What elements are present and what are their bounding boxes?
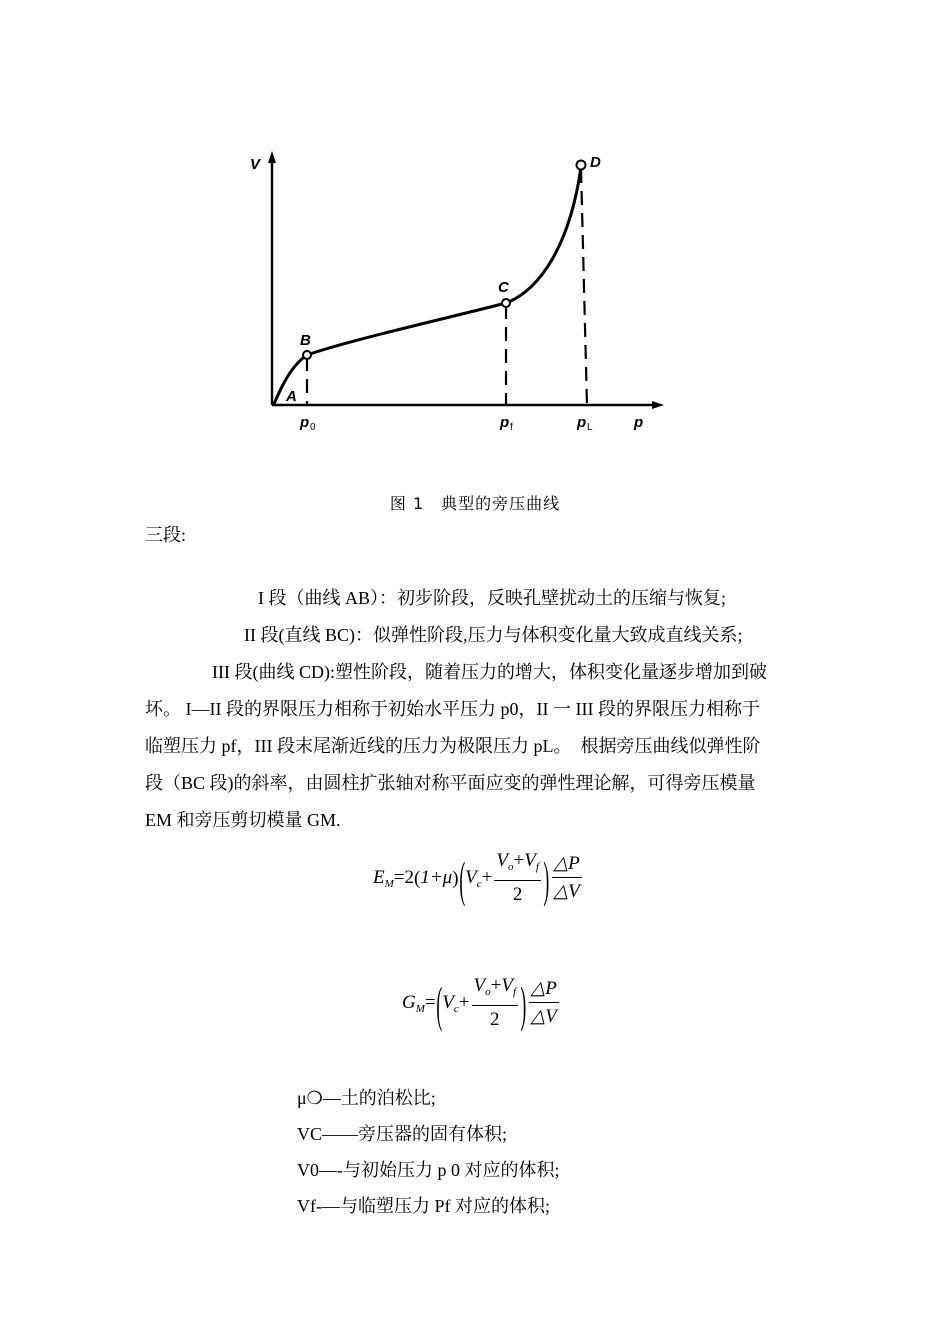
gm-dv: △V	[530, 1006, 557, 1027]
x-axis-label: p	[634, 414, 644, 431]
point-c-marker	[502, 299, 510, 307]
point-d-label: D	[590, 154, 601, 171]
em-vc-sub: c	[476, 877, 482, 890]
dash-pL	[581, 169, 587, 405]
paragraph-line: 坏。 I—II 段的界限压力相称于初始水平压力 p0，II 一 III 段的界限压力相称于	[145, 699, 760, 719]
gm-vc-sub: c	[453, 1002, 459, 1015]
gm-eq: =	[424, 991, 436, 1013]
em-den: 2	[512, 884, 523, 905]
tick-pf-sub: f	[510, 422, 513, 433]
em-num-vo: V	[496, 850, 508, 871]
tick-p0-sub: 0	[310, 422, 316, 433]
definition-item: Vf-—与临塑压力 Pf 对应的体积;	[297, 1196, 550, 1216]
gm-dp-dv	[529, 978, 559, 1029]
paragraph-line: EM 和旁压剪切模量 GM.	[145, 810, 341, 830]
y-axis-label: V	[250, 156, 261, 173]
point-c-label: C	[498, 279, 509, 296]
em-vc: V	[465, 866, 477, 888]
em-big-close: )	[543, 850, 550, 907]
paragraph-line: 临塑压力 pf，III 段末尾渐近线的压力为极限压力 pL。 根据旁压曲线似弹性阶	[145, 736, 761, 756]
point-b-label: B	[300, 332, 311, 349]
figure-caption: 图 1 典型的旁压曲线	[389, 494, 561, 513]
em-one-plus-mu: 1+μ	[420, 866, 453, 888]
point-d-marker	[577, 161, 586, 170]
y-axis-arrow	[268, 151, 276, 163]
em-eq: =2	[393, 866, 414, 888]
pressuremeter-curve-figure	[240, 145, 680, 445]
em-plus: +	[481, 866, 493, 888]
formula-em	[373, 850, 584, 907]
tick-p0: p	[300, 414, 310, 431]
em-num-plus: +	[513, 850, 525, 871]
gm-dp: △P	[529, 978, 559, 1003]
gm-big-close: )	[520, 975, 527, 1032]
pressuremeter-curve	[274, 167, 581, 404]
em-open-paren: (	[414, 867, 421, 889]
paragraph-line: III 段(曲线 CD):塑性阶段，随着压力的增大，体积变化量逐步增加到破	[212, 662, 767, 682]
gm-num-plus: +	[490, 975, 502, 996]
gm-fraction	[472, 975, 519, 1032]
gm-num-vo: V	[473, 975, 486, 996]
definition-item: V0—-与初始压力 p 0 对应的体积;	[297, 1160, 560, 1180]
paragraph-line: 段（BC 段)的斜率，由圆柱扩张轴对称平面应变的弹性理论解，可得旁压模量	[145, 773, 756, 793]
em-dp: △P	[552, 853, 582, 878]
gm-plus: +	[458, 991, 470, 1013]
em-lhs-sub: M	[384, 877, 394, 890]
point-a-label: A	[286, 388, 297, 405]
x-axis-arrow	[652, 401, 664, 409]
em-big-open: (	[458, 850, 465, 907]
tick-pf: p	[500, 414, 510, 431]
tick-pL-sub: L	[587, 422, 593, 433]
definition-item: μ❍—土的泊松比;	[297, 1088, 436, 1108]
definition-item: VC——旁压器的固有体积;	[297, 1124, 508, 1144]
stage-1-text: I 段（曲线 AB）：初步阶段，反映孔壁扰动土的压缩与恢复;	[258, 588, 726, 608]
em-close-paren: )	[452, 867, 459, 889]
gm-big-open: (	[436, 975, 442, 1032]
stage-2-text: II 段(直线 BC)：似弹性阶段,压力与体积变化量大致成直线关系;	[244, 625, 743, 645]
gm-den: 2	[490, 1009, 500, 1030]
em-dp-dv	[552, 853, 582, 904]
point-b-marker	[303, 351, 311, 359]
em-fraction	[494, 850, 541, 907]
em-num-vf: V	[524, 850, 536, 871]
gm-num-vf-sub: f	[512, 986, 516, 998]
gm-num-vo-sub: o	[485, 986, 491, 998]
intro-text: 三段:	[145, 525, 187, 545]
tick-pL: p	[577, 414, 587, 431]
gm-num-vf: V	[501, 975, 513, 996]
gm-vc: V	[442, 991, 454, 1013]
formula-gm	[402, 975, 561, 1032]
gm-lhs-sub: M	[415, 1002, 425, 1015]
gm-lhs: G	[402, 991, 416, 1013]
em-lhs: E	[373, 866, 385, 888]
em-num-vf-sub: f	[535, 861, 539, 873]
em-dv: △V	[553, 881, 580, 902]
em-num-vo-sub: o	[508, 861, 514, 873]
